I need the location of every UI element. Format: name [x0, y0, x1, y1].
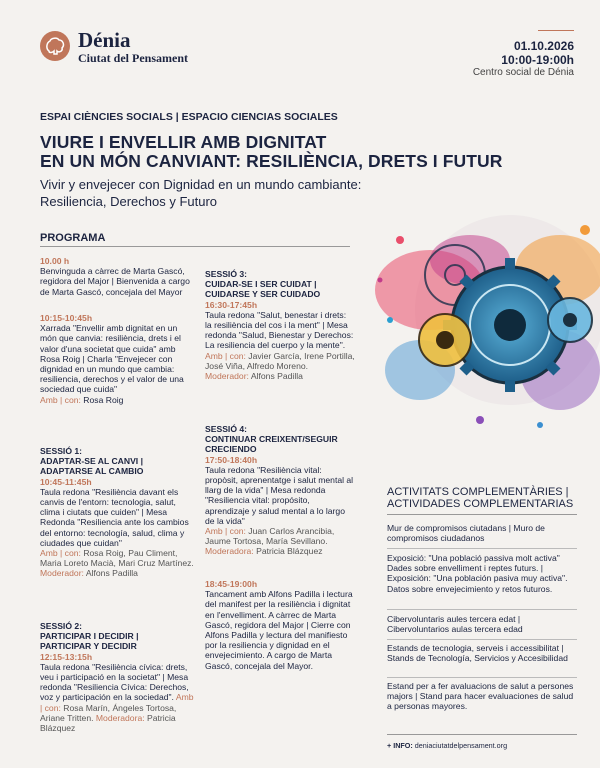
session-time: 17:50-18:40h: [205, 454, 258, 465]
brand-logo: [40, 31, 70, 61]
block-with-label: Amb | con:: [40, 394, 81, 405]
activities-title-es: ACTIVIDADES COMPLEMENTARIAS: [387, 498, 574, 510]
session-title-ca: CONTINUAR CREIXENT/SEGUIR: [205, 434, 338, 445]
activity-divider: [387, 609, 577, 610]
session-with-label: Amb | con:: [205, 350, 246, 361]
session-title-ca: CUIDAR-SE I SER CUIDAT |: [205, 279, 317, 290]
space-label: ESPAI CIÈNCIES SOCIALS | ESPACIO CIENCIAS SOCIALES: [40, 111, 338, 123]
session-text: Taula redona "Resiliència vital: propòsit, aprenentatge i salut mental al llarg de la vida" | Mesa redonda "Resiliencia vital: propósito, aprendizaje y salud mental a lo largo de la vida": [205, 464, 354, 526]
programa-divider: [40, 246, 350, 247]
session-moderator-label: Moderador:: [205, 371, 249, 382]
session-people: Juan Carlos Arancibia, Jaume Tortosa, María Sevillano.: [205, 526, 335, 547]
session-text: Taula redona "Resiliència davant els canvis de l'entorn: tecnologia, salut, clima i ciutats que cuiden" | Mesa Redonda "Resiliencia ante los cambios del entorno: tecnología, salud, clima y ciudades que cuidan": [40, 486, 189, 548]
activities-title-ca: ACTIVITATS COMPLEMENTÀRIES |: [387, 486, 569, 498]
session-label: SESSIÓ 2:: [40, 621, 83, 631]
session-people: Rosa Roig, Pau Climent, Maria Loreto Macià, Mari Cruz Martínez.: [40, 548, 194, 569]
brand-tagline: Ciutat del Pensament: [78, 51, 188, 65]
activities-divider: [387, 514, 577, 515]
session-moderator: Alfons Padilla: [83, 568, 138, 579]
block-text: Tancament amb Alfons Padilla i lectura del manifest per la resiliència i dignitat en l'envelliment. A càrrec de Marta Gascó, regidora del Major | Cierre con Alfons Padilla y lectura del manifiesto por la resiliencia y dignidad en el envejecimiento. A cargo de Marta Gascó, concejala del Mayor.: [205, 589, 353, 671]
block-text: Benvinguda a càrrec de Marta Gascó, regidora del Major | Bienvenida a cargo de Marta Gascó, concejala del Mayor: [40, 266, 190, 297]
session-title-es: ADAPTARSE AL CAMBIO: [40, 466, 144, 477]
main-title-line2: EN UN MÓN CANVIANT: RESILIÈNCIA, DRETS I FUTUR: [40, 151, 503, 171]
session-text: Taula redona "Salut, benestar i drets: la resiliència del cos i la ment" | Mesa redonda "Salud, Bienestar y Derechos: La resiliencia del cuerpo y la mente".: [205, 309, 354, 351]
date-divider: [538, 30, 574, 31]
session-people: Javier García, Irene Portilla, José Viña, Alfredo Moreno.: [205, 350, 355, 371]
activity-item: Estands de tecnologia, serveis i accessibilitat | Stands de Tecnología, Servicios y Accesibilidad: [387, 643, 568, 664]
program-block-talk: [40, 313, 195, 405]
brand-name: Dénia: [78, 28, 131, 52]
session-title-es: PARTICIPAR Y DECIDIR: [40, 641, 137, 652]
session-moderator: Patricia Blázquez: [253, 546, 323, 557]
block-people: Rosa Roig: [80, 394, 124, 405]
program-session-4: [205, 424, 355, 557]
session-moderator-label: Moderadora:: [205, 546, 254, 557]
program-session-1: [40, 446, 195, 579]
info-line: [387, 741, 507, 750]
program-block-closing: [205, 579, 355, 671]
session-text: Taula redona "Resiliència cívica: drets, veu i participació en la societat" | Mesa redonda "Resiliencia Cívica: Derechos, voz y participación en la sociedad".: [40, 661, 189, 703]
session-with-label: Amb | con:: [40, 548, 81, 559]
session-moderator: Patricia Blázquez: [40, 712, 176, 734]
activity-divider: [387, 548, 577, 549]
session-moderator: Alfons Padilla: [248, 371, 303, 382]
session-time: 12:15-13:15h: [40, 651, 93, 662]
program-block-welcome: [40, 256, 195, 297]
gears-artwork: [360, 200, 600, 450]
block-time: 10.00 h: [40, 256, 70, 266]
session-label: SESSIÓ 1:: [40, 446, 83, 456]
activity-item: Exposició: "Una població passiva molt activa" Dades sobre envelliment i reptes futurs. | Exposición: "Una población pasiva muy activa". Datos sobre envejecimiento y retos futuros.: [387, 553, 568, 594]
subtitle-line1: Vivir y envejecer con Dignidad en un mundo cambiante:: [40, 177, 362, 192]
event-date: 01.10.2026: [513, 39, 574, 53]
session-time: 16:30-17:45h: [205, 299, 258, 310]
activity-divider: [387, 677, 577, 678]
activity-item: Cibervoluntaris aules tercera edat | Cibervoluntarios aulas tercera edad: [387, 614, 523, 635]
session-with-label: Amb | con:: [205, 526, 246, 537]
programa-title: PROGRAMA: [40, 232, 106, 244]
activity-item: Mur de compromisos ciutadans | Muro de compromisos ciudadanos: [387, 523, 545, 544]
event-venue: Centro social de Dénia: [472, 67, 574, 78]
session-title-es: CRECIENDO: [205, 444, 257, 455]
session-title-ca: PARTICIPAR I DECIDIR |: [40, 631, 139, 642]
activity-item: Estand per a fer avaluacions de salut a persones majors | Stand para hacer evaluaciones de salud a personas mayores.: [387, 681, 574, 712]
program-session-2: [40, 621, 195, 733]
session-title-es: CUIDARSE Y SER CUIDADO: [205, 289, 321, 300]
main-title-line1: VIURE I ENVELLIR AMB DIGNITAT: [40, 132, 327, 152]
session-label: SESSIÓ 4:: [205, 424, 248, 434]
info-label: + INFO:: [387, 741, 413, 750]
event-time: 10:00-19:00h: [501, 53, 574, 67]
info-url[interactable]: deniaciutatdelpensament.org: [412, 741, 508, 750]
session-moderator-label: Moderador:: [40, 568, 84, 579]
info-divider: [387, 734, 577, 735]
block-time: 10:15-10:45h: [40, 313, 93, 323]
activity-divider: [387, 639, 577, 640]
subtitle-line2: Resiliencia, Derechos y Futuro: [40, 194, 218, 209]
session-moderator-label: Moderadora:: [93, 712, 145, 723]
session-title-ca: ADAPTAR-SE AL CANVI |: [40, 456, 143, 467]
session-label: SESSIÓ 3:: [205, 269, 248, 279]
session-with-label: Amb | con:: [40, 692, 194, 713]
block-text: Xarrada "Envellir amb dignitat en un món que canvia: resiliència, drets i el valor d'una societat que cuida" amb Rosa Roig | Charla "Envejecer con dignidad en un mundo que cambia: resiliencia, derechos y el valor de una sociedad que cuida": [40, 323, 184, 395]
session-time: 10:45-11:45h: [40, 476, 92, 487]
session-people: Rosa Marín, Ángeles Tortosa, Ariane Tritten.: [40, 702, 177, 723]
program-session-3: [205, 269, 355, 381]
activities-title: [387, 486, 573, 510]
block-time: 18:45-19:00h: [205, 579, 258, 589]
brain-icon: [45, 37, 65, 55]
